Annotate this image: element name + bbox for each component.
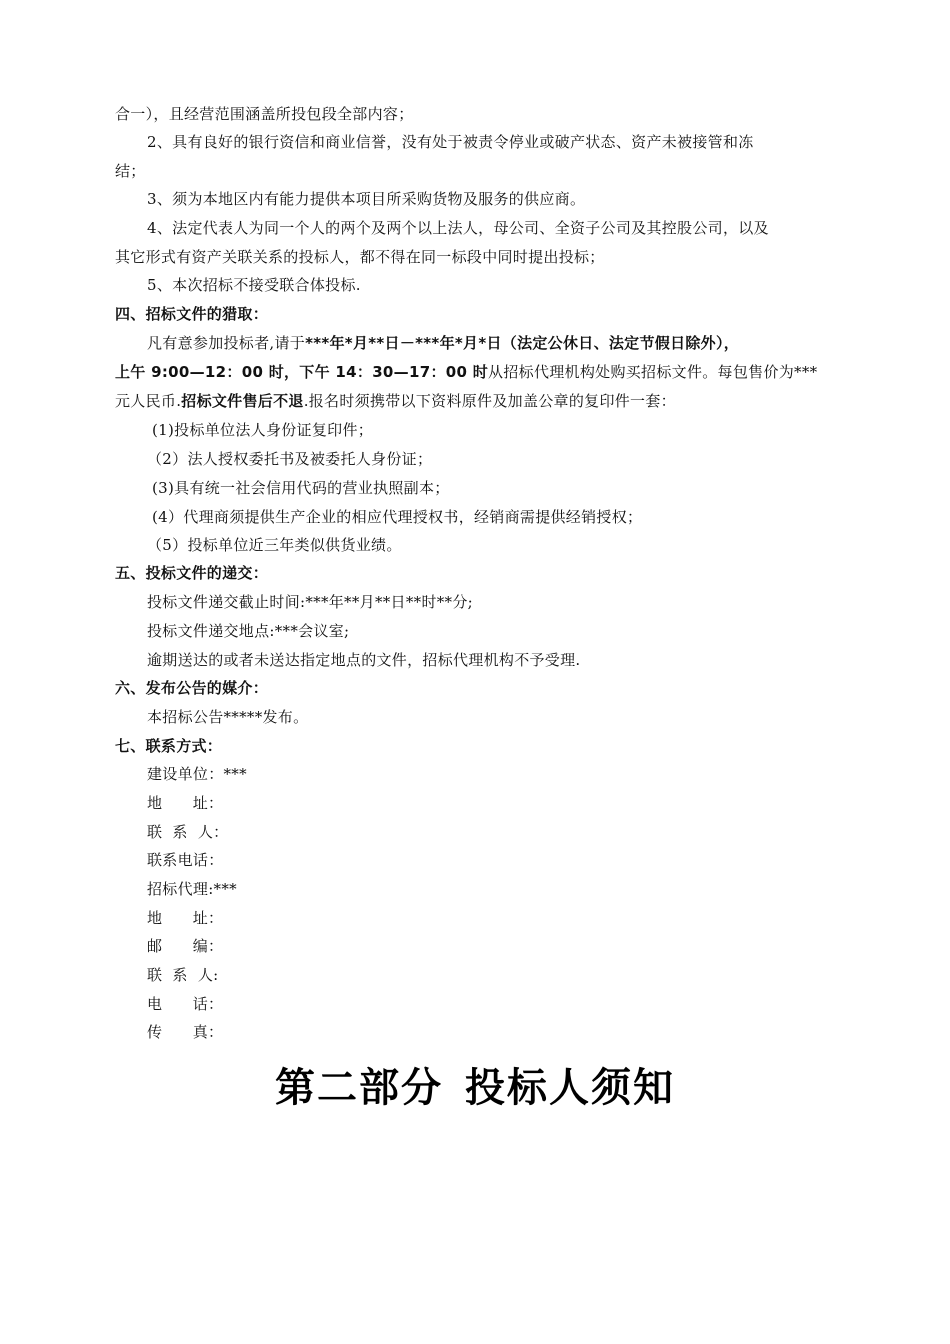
qualification-item-5: 5、本次招标不接受联合体投标. [147,276,361,294]
contact-agency: 招标代理:*** [147,880,237,898]
obtain-docs-materials-text: .报名时须携带以下资料原件及加盖公章的复印件一套： [303,392,676,410]
obtain-docs-paragraph-line2 [115,362,840,382]
submission-deadline: 投标文件递交截止时间:***年**月**日**时**分; [147,593,474,611]
contact-agency-postcode: 邮 编： [147,937,224,955]
section-heading-media: 六、发布公告的媒介： [115,679,269,697]
section-heading-submission: 五、投标文件的递交： [115,564,269,582]
obtain-docs-hours: 上午 9:00—12：00 时，下午 14：30—17：00 时 [115,363,489,381]
part-two-name: 投标人须知 [465,1065,675,1111]
required-material-2: （2）法人授权委托书及被委托人身份证； [147,450,433,468]
obtain-docs-paragraph-line1 [147,333,872,353]
section-heading-obtain-docs: 四、招标文件的猎取： [115,305,269,323]
obtain-docs-no-refund: 招标文件售后不退 [181,392,304,410]
qualification-line-cont: 合一），且经营范围涵盖所投包段全部内容； [115,105,414,123]
obtain-docs-currency: 元人民币. [115,392,182,410]
obtain-docs-paragraph-line3 [115,391,840,411]
contact-agency-address: 地 址： [147,909,224,927]
contact-agency-person: 联 系 人: [147,966,219,984]
contact-builder: 建设单位：*** [147,765,247,783]
qualification-item-2b: 结； [115,162,146,180]
contact-builder-person: 联 系 人： [147,823,229,841]
required-material-3: (3)具有统一社会信用代码的营业执照副本； [152,479,450,497]
contact-agency-phone: 电 话： [147,995,224,1013]
contact-builder-phone: 联系电话： [147,851,224,869]
required-material-4: (4）代理商须提供生产企业的相应代理授权书，经销商需提供经销授权； [152,508,643,526]
contact-builder-address: 地 址： [147,794,224,812]
qualification-item-4b: 其它形式有资产关联关系的投标人，都不得在同一标段中同时提出投标； [115,248,605,266]
part-two-title [0,1062,950,1114]
obtain-docs-prefix: 凡有意参加投标者,请于 [147,334,306,352]
contact-agency-fax: 传 真： [147,1023,224,1041]
section-heading-contact: 七、联系方式： [115,737,223,755]
obtain-docs-date-range: ***年*月**日－***年*月*日（法定公休日、法定节假日除外）， [305,334,740,352]
required-material-5: （5）投标单位近三年类似供货业绩。 [147,536,402,554]
submission-location: 投标文件递交地点:***会议室; [147,622,350,640]
qualification-item-4a: 4、法定代表人为同一个人的两个及两个以上法人，母公司、全资子公司及其控股公司，以及 [147,219,769,237]
part-two-number: 第二部分 [275,1065,443,1111]
submission-late-notice: 逾期送达的或者未送达指定地点的文件，招标代理机构不予受理. [147,651,581,669]
media-text: 本招标公告*****发布。 [147,708,309,726]
obtain-docs-price-text: 从招标代理机构处购买招标文件。每包售价为*** [488,363,818,381]
required-material-1: (1)投标单位法人身份证复印件； [152,421,374,439]
qualification-item-2a: 2、具有良好的银行资信和商业信誉，没有处于被责令停业或破产状态、资产未被接管和冻 [147,133,754,151]
qualification-item-3: 3、须为本地区内有能力提供本项目所采购货物及服务的供应商。 [147,190,586,208]
